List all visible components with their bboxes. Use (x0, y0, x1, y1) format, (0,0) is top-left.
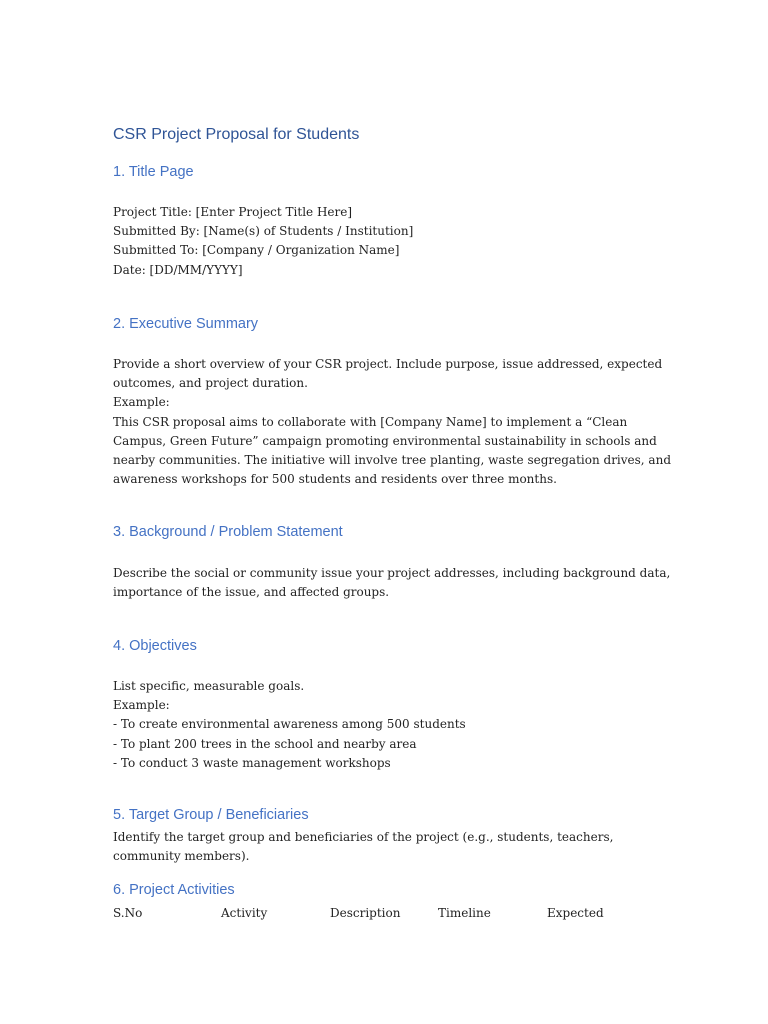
text-line: importance of the issue, and affected groups. (113, 585, 390, 600)
table-header-cell: S.No (113, 906, 143, 920)
text-line: This CSR proposal aims to collaborate with [Company Name] to implement a “Clean (113, 414, 628, 429)
table-header-cell: Timeline (438, 906, 491, 920)
text-line: Submitted By: [Name(s) of Students / Institution] (113, 224, 414, 239)
text-line: List specific, measurable goals. (113, 679, 305, 693)
section-body-executive-summary (113, 355, 671, 489)
text-line: - To create environmental awareness among 500 students (113, 717, 466, 732)
table-header-cell: Activity (221, 906, 268, 920)
section-body-title-page (113, 203, 658, 280)
section-heading-title-page: 1. Title Page (113, 164, 194, 180)
text-line: Identify the target group and beneficiaries of the project (e.g., students, teachers, (113, 830, 614, 844)
text-line: - To conduct 3 waste management workshops (113, 755, 391, 770)
document-title: CSR Project Proposal for Students (113, 126, 360, 143)
text-line: Provide a short overview of your CSR project. Include purpose, issue addressed, expected (113, 357, 663, 371)
text-line: Example: (113, 395, 170, 410)
text-line: awareness workshops for 500 students and residents over three months. (113, 472, 557, 487)
section-body-background (113, 564, 671, 602)
section-body-objectives (113, 677, 658, 773)
text-line: Project Title: [Enter Project Title Here] (113, 205, 353, 219)
section-heading-executive-summary: 2. Executive Summary (113, 316, 259, 332)
table-header-cell: Expected (547, 906, 604, 920)
text-line: outcomes, and project duration. (113, 376, 308, 391)
section-heading-background: 3. Background / Problem Statement (113, 524, 343, 540)
text-line: nearby communities. The initiative will involve tree planting, waste segregation drives, and (113, 453, 671, 468)
text-line: Campus, Green Future” campaign promoting environmental sustainability in schools and (113, 433, 657, 448)
section-heading-objectives: 4. Objectives (113, 638, 197, 654)
section-body-target-group (113, 828, 658, 866)
text-line: Describe the social or community issue your project addresses, including background data, (113, 566, 671, 580)
table-header-cell: Description (330, 906, 401, 920)
text-line: Submitted To: [Company / Organization Name] (113, 243, 400, 258)
activities-table-header (113, 903, 658, 923)
section-heading-project-activities: 6. Project Activities (113, 882, 235, 898)
text-line: - To plant 200 trees in the school and nearby area (113, 736, 417, 751)
text-line: community members). (113, 849, 250, 864)
text-line: Example: (113, 698, 170, 713)
text-line: Date: [DD/MM/YYYY] (113, 262, 243, 277)
section-heading-target-group: 5. Target Group / Beneficiaries (113, 807, 309, 823)
